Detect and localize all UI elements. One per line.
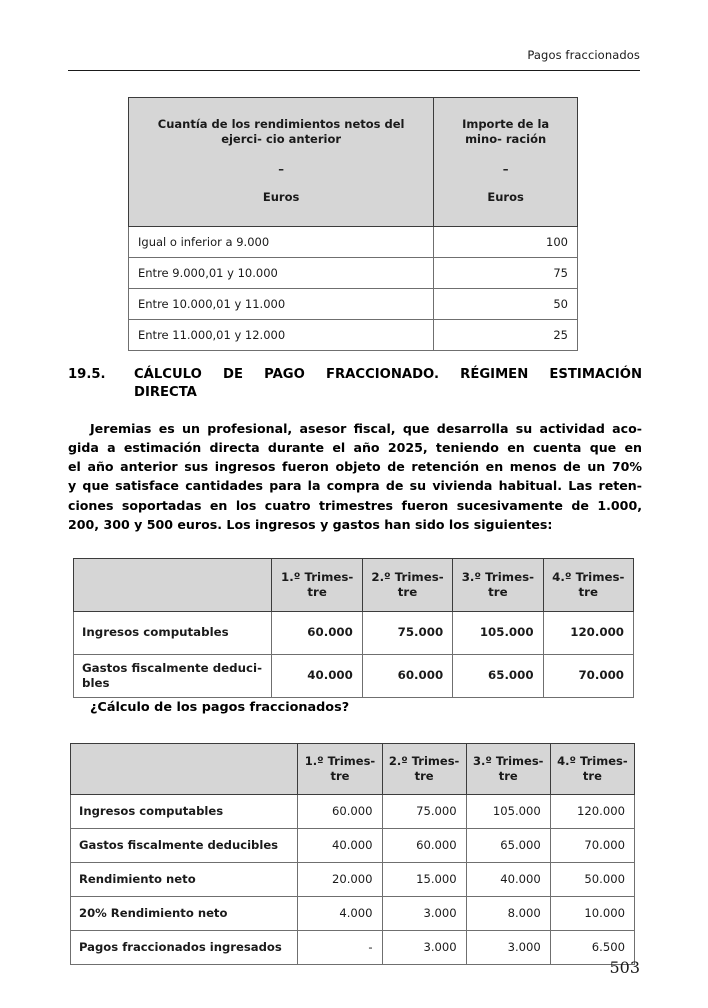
cell-q4: 6.500 bbox=[550, 931, 634, 965]
header-cell-importe bbox=[434, 98, 578, 227]
cell-q4: 120.000 bbox=[543, 612, 633, 655]
cell-range: Entre 10.000,01 y 11.000 bbox=[129, 289, 434, 320]
section-number: 19.5. bbox=[68, 367, 106, 382]
paragraph-line-2: gida a estimación directa durante el año 2025, teniendo en cuenta que en bbox=[68, 440, 642, 456]
cell-q4: 50.000 bbox=[550, 863, 634, 897]
cell-q1: 20.000 bbox=[298, 863, 382, 897]
header-q4-line-1: 4.º Trimes- bbox=[552, 569, 625, 584]
table-row bbox=[71, 863, 635, 897]
cell-amount: 25 bbox=[434, 320, 578, 351]
header-unit: Euros bbox=[262, 189, 300, 204]
table-row bbox=[129, 320, 578, 351]
header-cell-q3 bbox=[453, 559, 543, 612]
cell-q2: 15.000 bbox=[382, 863, 466, 897]
paragraph-line-4: y que satisface cantidades para la compra de su vivienda habitual. Las reten- bbox=[68, 478, 642, 494]
cell-row-label: Gastos fiscalmente deducibles bbox=[71, 829, 298, 863]
paragraph-line-5: ciones soportadas en los cuatro trimestres fueron sucesivamente de 1.000, bbox=[68, 497, 642, 513]
header-q1-line-1: 1.º Trimes- bbox=[304, 754, 376, 769]
cell-q3: 105.000 bbox=[453, 612, 543, 655]
cell-q2: 3.000 bbox=[382, 897, 466, 931]
table-minoracion-header-row bbox=[129, 98, 578, 227]
table-row bbox=[129, 258, 578, 289]
cell-row-label: Ingresos computables bbox=[74, 612, 272, 655]
section-heading bbox=[68, 366, 642, 402]
header-cell-q1 bbox=[298, 744, 382, 795]
header-q3-line-2: tre bbox=[488, 585, 508, 599]
paragraph-line-3: el año anterior sus ingresos fueron objeto de retención en menos de un 70% bbox=[68, 459, 642, 475]
paragraph-line-6: 200, 300 y 500 euros. Los ingresos y gastos han sido los siguientes: bbox=[68, 516, 553, 532]
table-minoracion bbox=[128, 97, 578, 351]
header-dash: – bbox=[502, 162, 509, 176]
table-row bbox=[74, 655, 634, 698]
header-cell-q2 bbox=[362, 559, 452, 612]
cell-amount: 75 bbox=[434, 258, 578, 289]
header-line-2: cio anterior bbox=[265, 132, 342, 147]
table-row bbox=[129, 289, 578, 320]
cell-q3: 8.000 bbox=[466, 897, 550, 931]
cell-q1: 40.000 bbox=[298, 829, 382, 863]
cell-q4: 10.000 bbox=[550, 897, 634, 931]
table-row bbox=[129, 227, 578, 258]
table-ingresos-gastos bbox=[73, 558, 634, 698]
header-line-1: Cuantía de los rendimientos netos del ejerci- bbox=[157, 116, 405, 147]
header-line-2: ración bbox=[505, 132, 547, 147]
cell-q1: 40.000 bbox=[272, 655, 362, 698]
header-cell-q2 bbox=[382, 744, 466, 795]
header-dash: – bbox=[278, 162, 284, 176]
cell-q4: 70.000 bbox=[543, 655, 633, 698]
section-title-line-2: DIRECTA bbox=[134, 384, 197, 400]
header-q2-line-2: tre bbox=[397, 585, 418, 599]
table-ingresos-header-row bbox=[74, 559, 634, 612]
cell-q1: 60.000 bbox=[298, 795, 382, 829]
table-row bbox=[71, 795, 635, 829]
cell-q3: 65.000 bbox=[466, 829, 550, 863]
header-q1-line-1: 1.º Trimes- bbox=[281, 569, 354, 584]
cell-q1: - bbox=[298, 931, 382, 965]
running-head: Pagos fraccionados bbox=[527, 48, 640, 62]
header-q1-line-2: tre bbox=[307, 585, 327, 599]
cell-amount: 100 bbox=[434, 227, 578, 258]
header-q1-line-2: tre bbox=[330, 769, 350, 783]
header-cell-q3 bbox=[466, 744, 550, 795]
header-q4-line-2: tre bbox=[582, 769, 602, 783]
section-title-line-1: CÁLCULO DE PAGO FRACCIONADO. RÉGIMEN ESTIMACIÓN bbox=[134, 367, 642, 382]
table-resultados bbox=[70, 743, 635, 965]
cell-row-label: Rendimiento neto bbox=[71, 863, 298, 897]
cell-q3: 3.000 bbox=[466, 931, 550, 965]
cell-amount: 50 bbox=[434, 289, 578, 320]
cell-q3: 105.000 bbox=[466, 795, 550, 829]
cell-q3: 65.000 bbox=[453, 655, 543, 698]
header-line-1: Importe de la mino- bbox=[462, 116, 550, 147]
cell-range: Igual o inferior a 9.000 bbox=[129, 227, 434, 258]
header-cell-corner bbox=[71, 744, 298, 795]
table-resultados-header-row bbox=[71, 744, 635, 795]
cell-q2: 75.000 bbox=[362, 612, 452, 655]
header-cell-corner bbox=[74, 559, 272, 612]
cell-row-label-line-2: bles bbox=[82, 676, 110, 690]
header-q3-line-2: tre bbox=[498, 769, 518, 783]
cell-row-label: Ingresos computables bbox=[71, 795, 298, 829]
cell-q4: 120.000 bbox=[550, 795, 634, 829]
body-paragraph bbox=[68, 419, 642, 534]
cell-q2: 75.000 bbox=[382, 795, 466, 829]
cell-q2: 3.000 bbox=[382, 931, 466, 965]
cell-range: Entre 9.000,01 y 10.000 bbox=[129, 258, 434, 289]
cell-q3: 40.000 bbox=[466, 863, 550, 897]
cell-q1: 60.000 bbox=[272, 612, 362, 655]
paragraph-line-1-text: Jeremias es un profesional, asesor fiscal, que desarrolla su actividad aco- bbox=[90, 421, 642, 436]
table-row bbox=[71, 829, 635, 863]
header-cell-q1 bbox=[272, 559, 362, 612]
header-cell-q4 bbox=[550, 744, 634, 795]
header-cell-q4 bbox=[543, 559, 633, 612]
section-title bbox=[134, 366, 642, 402]
cell-q2: 60.000 bbox=[362, 655, 452, 698]
cell-row-label: 20% Rendimiento neto bbox=[71, 897, 298, 931]
cell-range: Entre 11.000,01 y 12.000 bbox=[129, 320, 434, 351]
cell-q1: 4.000 bbox=[298, 897, 382, 931]
header-q2-line-2: tre bbox=[414, 769, 434, 783]
cell-q2: 60.000 bbox=[382, 829, 466, 863]
cell-row-label: Pagos fraccionados ingresados bbox=[71, 931, 298, 965]
header-rule bbox=[68, 70, 640, 71]
page-number: 503 bbox=[609, 958, 640, 977]
header-q4-line-2: tre bbox=[578, 585, 599, 599]
paragraph-line-1 bbox=[68, 419, 642, 438]
header-q3-line-1: 3.º Trimes- bbox=[473, 754, 544, 769]
cell-row-label bbox=[74, 655, 272, 698]
header-cell-cuantia bbox=[129, 98, 434, 227]
question-line: ¿Cálculo de los pagos fraccionados? bbox=[90, 700, 350, 715]
table-row bbox=[74, 612, 634, 655]
header-q4-line-1: 4.º Trimes- bbox=[557, 754, 628, 769]
cell-q4: 70.000 bbox=[550, 829, 634, 863]
header-q3-line-1: 3.º Trimes- bbox=[461, 569, 534, 584]
header-q2-line-1: 2.º Trimes- bbox=[388, 754, 460, 769]
cell-row-label-line-1: Gastos fiscalmente deduci- bbox=[82, 660, 262, 675]
header-q2-line-1: 2.º Trimes- bbox=[371, 569, 444, 584]
table-row bbox=[71, 897, 635, 931]
header-unit: Euros bbox=[487, 189, 524, 204]
